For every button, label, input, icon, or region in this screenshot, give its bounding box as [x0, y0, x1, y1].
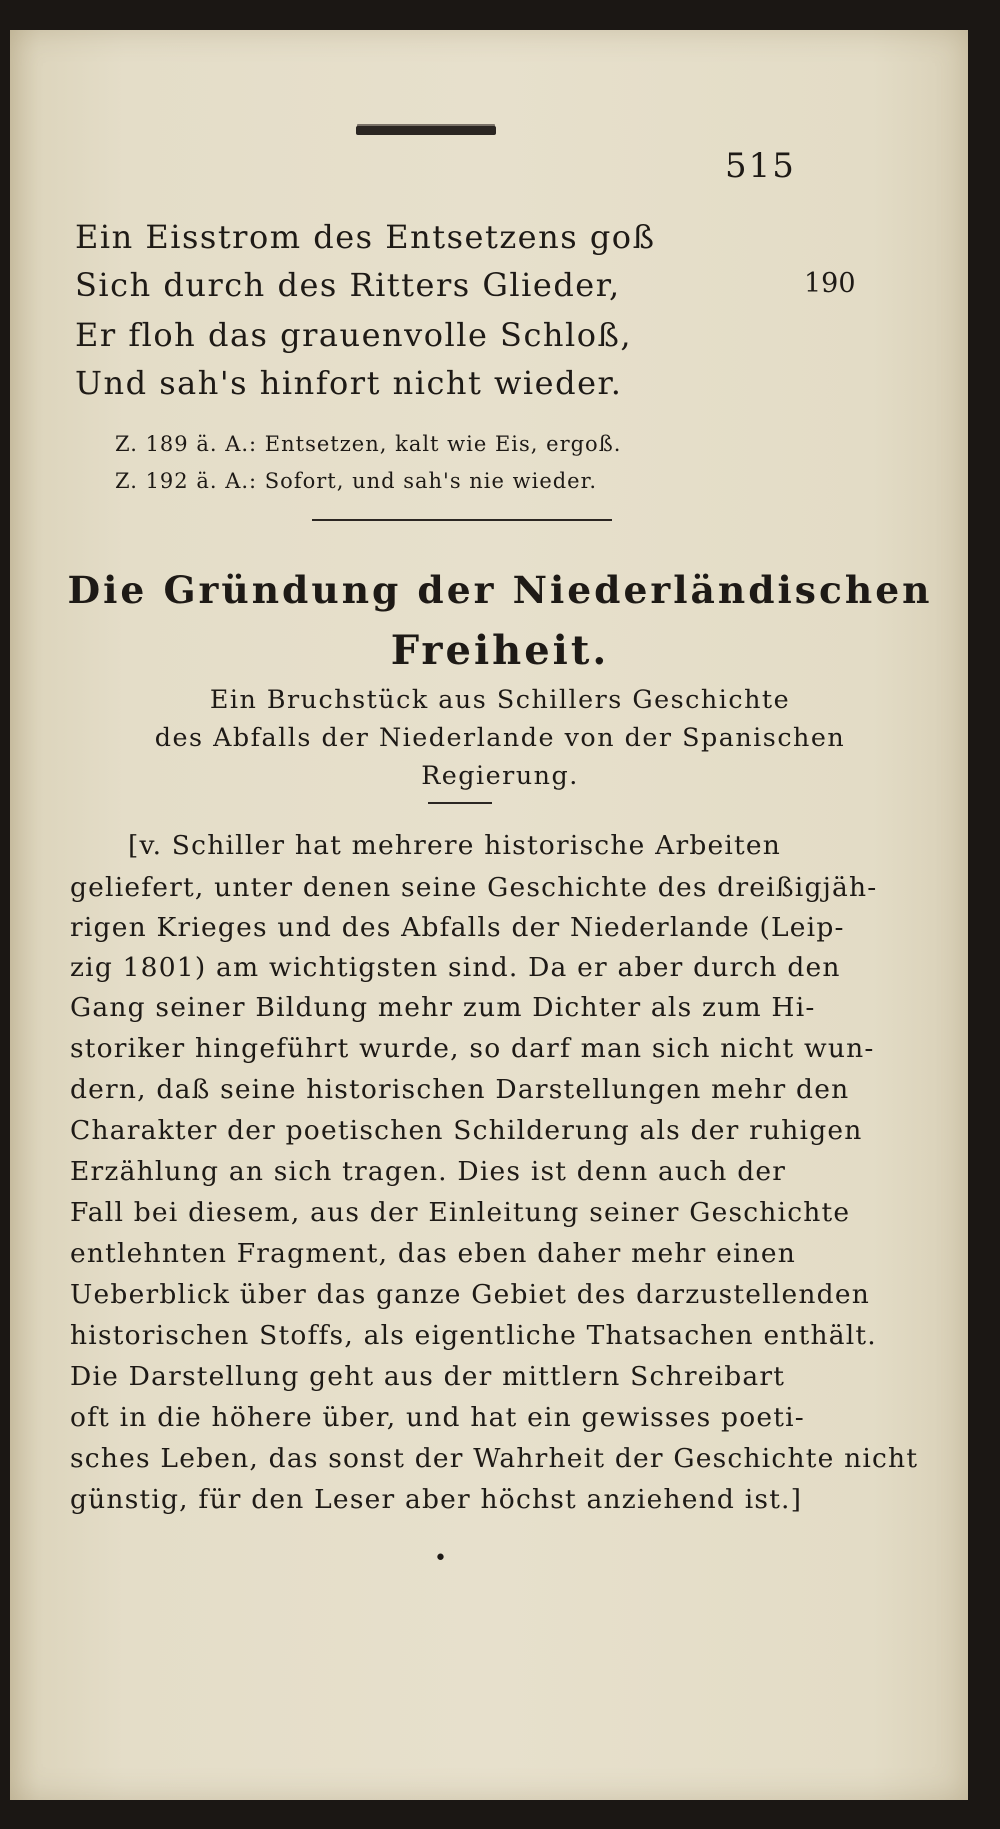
paragraph-line-6: storiker hingeführt wurde, so darf man sich nicht wun-: [70, 1033, 875, 1064]
variant-note-2: Z. 192 ä. A.: Sofort, und sah's nie wieder.: [115, 469, 598, 493]
paragraph-line-8: Charakter der poetischen Schilderung als der ruhigen: [70, 1115, 863, 1146]
subtitle-line-2: des Abfalls der Niederlande von der Spanischen: [154, 722, 846, 752]
subtitle-line-1: Ein Bruchstück aus Schillers Geschichte: [209, 684, 791, 714]
paragraph-line-16: sches Leben, das sonst der Wahrheit der Geschichte nicht: [70, 1443, 919, 1474]
paragraph-line-11: entlehnten Fragment, das eben daher mehr einen: [70, 1238, 797, 1269]
verse-line-2: Sich durch des Ritters Glieder,: [75, 266, 621, 304]
verse-line-4: Und sah's hinfort nicht wieder.: [75, 364, 623, 402]
variant-note-1: Z. 189 ä. A.: Entsetzen, kalt wie Eis, ergoß.: [115, 432, 622, 456]
section-title-line-1: Die Gründung der Niederländischen: [67, 568, 933, 612]
paragraph-line-5: Gang seiner Bildung mehr zum Dichter als zum Hi-: [70, 992, 816, 1023]
paragraph-line-14: Die Darstellung geht aus der mittlern Schreibart: [70, 1361, 786, 1392]
end-mark: •: [434, 1546, 447, 1571]
paragraph-line-12: Ueberblick über das ganze Gebiet des darzustellenden: [70, 1279, 870, 1310]
verse-line-3: Er floh das grauenvolle Schloß,: [75, 316, 633, 354]
verse-line-number: 190: [804, 268, 856, 299]
notes-divider-rule: [312, 519, 612, 521]
page-number: 515: [725, 146, 796, 186]
paragraph-line-10: Fall bei diesem, aus der Einleitung seiner Geschichte: [70, 1197, 851, 1228]
paragraph-line-9: Erzählung an sich tragen. Dies ist denn auch der: [70, 1156, 787, 1187]
paragraph-line-13: historischen Stoffs, als eigentliche Thatsachen enthält.: [70, 1320, 877, 1351]
paragraph-line-3: rigen Krieges und des Abfalls der Niederlande (Leip-: [70, 912, 845, 943]
header-ornament-rule: [356, 126, 496, 135]
paragraph-line-17: günstig, für den Leser aber höchst anziehend ist.]: [70, 1484, 803, 1515]
section-title-line-2: Freiheit.: [390, 627, 610, 674]
title-divider-rule: [428, 802, 492, 804]
subtitle-line-3: Regierung.: [421, 760, 579, 790]
paragraph-line-15: oft in die höhere über, und hat ein gewisses poeti-: [70, 1402, 805, 1433]
verse-line-1: Ein Eisstrom des Entsetzens goß: [75, 218, 656, 256]
paragraph-line-2: geliefert, unter denen seine Geschichte des dreißigjäh-: [70, 872, 878, 903]
paragraph-line-7: dern, daß seine historischen Darstellungen mehr den: [70, 1074, 850, 1105]
paragraph-line-1: [v. Schiller hat mehrere historische Arbeiten: [128, 830, 782, 861]
paragraph-line-4: zig 1801) am wichtigsten sind. Da er aber durch den: [70, 952, 841, 983]
